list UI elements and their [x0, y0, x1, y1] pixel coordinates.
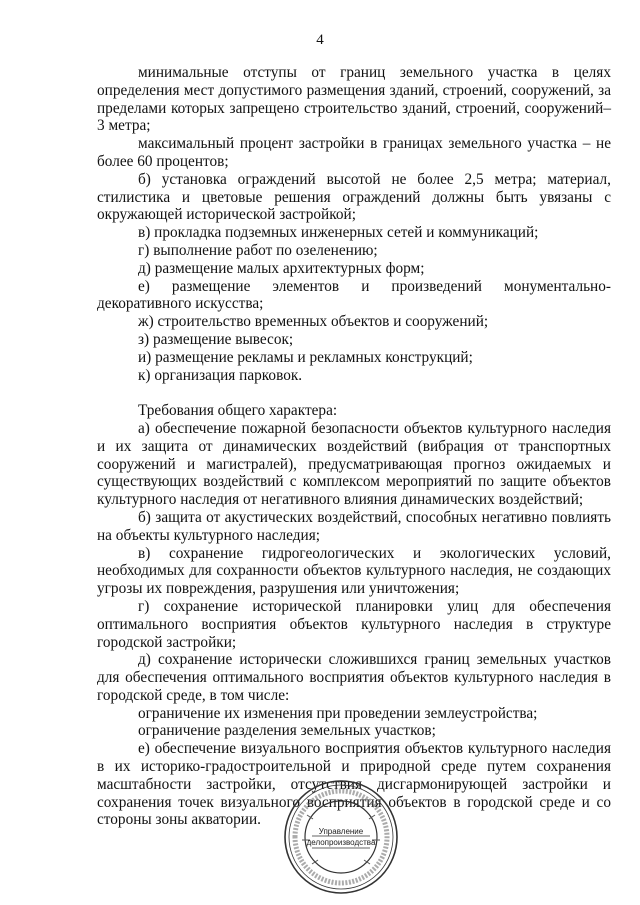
section-heading: Требования общего характера:	[138, 402, 338, 420]
page-number: 4	[316, 32, 324, 48]
paragraph: минимальные отступы от границ земельного участка в целях определения мест допустимого размещения зданий, строений, сооружений, за пределами которых запрещено строительство зданий, строений, сооружений–3 метра;	[97, 64, 611, 135]
paragraph: максимальный процент застройки в границах земельного участка – не более 60 процентов;	[97, 135, 611, 170]
paragraph: к) организация парковок.	[138, 366, 303, 384]
blank-line	[97, 384, 611, 402]
paragraph: г) выполнение работ по озеленению;	[138, 241, 378, 259]
stamp-seal	[282, 778, 400, 896]
paragraph: е) обеспечение визуального восприятия объектов культурного наследия в их историко-градостроительной и природной среде путем сохранения масштабности застройки, отсутствия дисгармонирующей застройки и сохранения точек визуального восприятия объектов в городской среде и со стороны зоны акватории.	[97, 740, 611, 829]
paragraph: д) сохранение исторически сложившихся границ земельных участков для обеспечения оптимального восприятия объектов культурного наследия в городской среде, в том числе:	[97, 651, 611, 704]
paragraph: и) размещение рекламы и рекламных конструкций;	[138, 348, 473, 366]
paragraph: в) сохранение гидрогеологических и экологических условий, необходимых для сохранности объектов культурного наследия, не создающих угрозы их повреждения, разрушения или уничтожения;	[97, 544, 611, 598]
paragraph: б) установка ограждений высотой не более 2,5 метра; материал, стилистика и цветовые решения ограждений должны быть увязаны с окружающей исторической застройкой;	[97, 170, 611, 224]
stamp-text-line1: Управление	[318, 827, 364, 836]
document-body	[97, 64, 611, 829]
stamp-text-line2: делопроизводства	[306, 838, 376, 847]
paragraph: з) размещение вывесок;	[138, 330, 294, 348]
paragraph: а) обеспечение пожарной безопасности объектов культурного наследия и их защита от динамических воздействий (вибрация от транспортных сооружений и магистралей), предусматривающая прогноз ожидаемых и существующих воздействий с комплексом мероприятий по защите объектов культурного наследия от негативного влияния динамических воздействий;	[97, 419, 611, 509]
paragraph: ж) строительство временных объектов и сооружений;	[138, 313, 489, 331]
paragraph: в) прокладка подземных инженерных сетей и коммуникаций;	[138, 224, 539, 242]
paragraph: ограничение разделения земельных участков;	[138, 722, 436, 740]
paragraph: г) сохранение исторической планировки улиц для обеспечения оптимального восприятия объектов культурного наследия в структуре городской застройки;	[97, 597, 611, 651]
paragraph: б) защита от акустических воздействий, способных негативно повлиять на объекты культурного наследия;	[97, 508, 611, 544]
paragraph: ограничение их изменения при проведении землеустройства;	[138, 704, 538, 722]
paragraph: е) размещение элементов и произведений монументально-декоративного искусства;	[97, 277, 611, 313]
paragraph: д) размещение малых архитектурных форм;	[138, 259, 425, 277]
